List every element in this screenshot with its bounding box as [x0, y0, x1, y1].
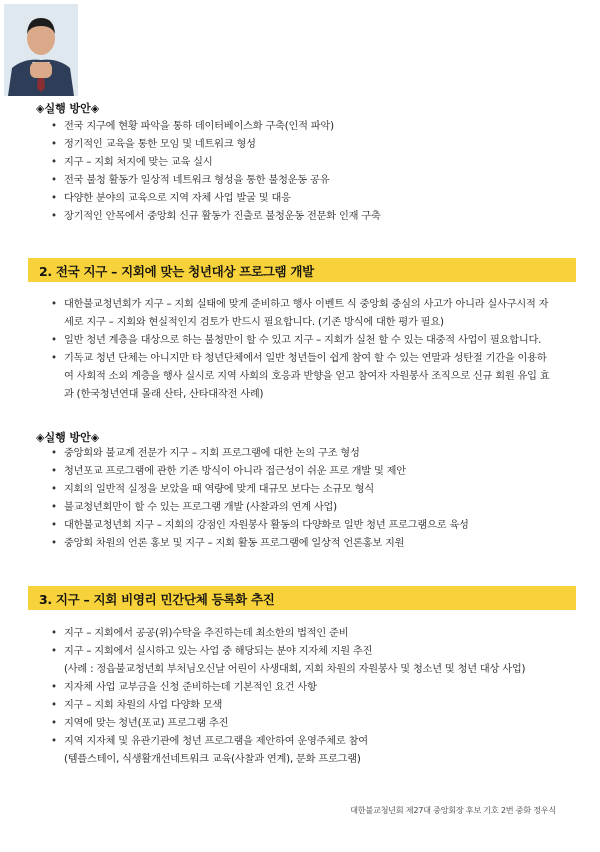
section1-subhead: ◈실행 방안◈ [36, 102, 100, 115]
list-item: • 지회의 일반적 실정을 보았을 때 역량에 맞게 대규모 보다는 소규모 형식 [0, 481, 600, 499]
list-item-line: • 대한불교청년회가 지구 – 지회 실태에 맞게 준비하고 행사 이벤트 식 중앙회 중심의 사고가 아니라 실사구시적 자 [64, 299, 549, 310]
section2-list [0, 296, 600, 404]
list-item [0, 679, 600, 697]
list-item [0, 643, 600, 679]
list-item: • 불교청년회만이 할 수 있는 프로그램 개발 (사찰과의 연계 사업) [0, 499, 600, 517]
list-item-line: • 지구 – 지회에서 공공(위)수탁을 추진하는데 최소한의 법적인 준비 [64, 628, 349, 639]
list-item [0, 715, 600, 733]
list-item-line: • 지구 – 지회에서 실시하고 있는 사업 중 해당되는 분야 지자체 지원 추진 [64, 646, 373, 657]
section2-actions [0, 445, 600, 553]
section2-title-bar [28, 258, 576, 282]
list-item-line: • 지자체 사업 교부금을 신청 준비하는데 기본적인 요건 사항 [64, 682, 317, 693]
list-item [0, 332, 600, 350]
list-item-line: (템플스테이, 식생활개선네트워크 교육(사찰과 연계), 문화 프로그램) [64, 754, 361, 765]
list-item [0, 296, 600, 332]
list-item: • 장기적인 안목에서 중앙회 신규 활동가 진출로 불청운동 전문화 인재 구축 [0, 208, 600, 226]
list-item: • 정기적인 교육을 통한 모임 및 네트워크 형성 [0, 136, 600, 154]
list-item: • 중앙회와 불교계 전문가 지구 – 지회 프로그램에 대한 논의 구조 형성 [0, 445, 600, 463]
list-item-line: 세로 지구 – 지회와 현실적인지 검토가 반드시 필요합니다. (기존 방식에 대한 평가 필요) [64, 317, 444, 328]
list-item: • 전국 불청 활동가 일상적 네트워크 형성을 통한 불청운동 공유 [0, 172, 600, 190]
list-item-line: • 일반 청년 계층을 대상으로 하는 불청만이 할 수 있고 지구 – 지회가 실천 할 수 있는 대중적 사업이 필요합니다. [64, 335, 542, 346]
footer-caption: 대한불교청년회 제27대 중앙회장 후보 기호 2번 중화 정우식 [350, 805, 556, 815]
list-item [0, 697, 600, 715]
list-item: • 청년포교 프로그램에 관한 기존 방식이 아니라 접근성이 쉬운 프로 개발 및 제안 [0, 463, 600, 481]
section3-title: 3. 지구 – 지회 비영리 민간단체 등록화 추진 [39, 592, 275, 607]
list-item [0, 733, 600, 769]
list-item [0, 350, 600, 404]
list-item: • 대한불교청년회 지구 – 지회의 강점인 자원봉사 활동의 다양화로 일반 청년 프로그램으로 육성 [0, 517, 600, 535]
list-item: • 전국 지구에 현황 파악을 통하 데이터베이스화 구축(인적 파악) [0, 118, 600, 136]
list-item-line: (사례 : 정읍불교청년회 부처님오신날 어린이 사생대회, 지회 차원의 자원봉사 및 청소년 및 청년 대상 사업) [64, 664, 526, 675]
list-item-line: • 지구 – 지회 차원의 사업 다양화 모색 [64, 700, 223, 711]
list-item-line: • 지역에 맞는 청년(포교) 프로그램 추진 [64, 718, 229, 729]
list-item-line: 과 (한국청년연대 몰래 산타, 산타대작전 사례) [64, 389, 264, 400]
section2-title: 2. 전국 지구 – 지회에 맞는 청년대상 프로그램 개발 [39, 264, 314, 279]
list-item-line: 여 사회적 소외 계층을 행사 실시로 지역 사회의 호응과 반향을 얻고 참여자 자원봉사 조직으로 신규 회원 유입 효 [64, 371, 550, 382]
section3-title-bar [28, 586, 576, 610]
section2-subhead: ◈실행 방안◈ [36, 431, 100, 444]
section3-list [0, 625, 600, 769]
list-item: • 중앙회 차원의 언론 홍보 및 지구 – 지회 활동 프로그램에 일상적 언론홍보 지원 [0, 535, 600, 553]
list-item [0, 625, 600, 643]
list-item-line: • 기독교 청년 단체는 아니지만 타 청년단체에서 일반 청년들이 쉽게 참여 할 수 있는 연말과 성탄절 기간을 이용하 [64, 353, 547, 364]
list-item: • 지구 – 지회 처지에 맞는 교육 실시 [0, 154, 600, 172]
candidate-portrait [4, 4, 78, 96]
portrait-image [4, 4, 78, 96]
list-item-line: • 지역 지자체 및 유관기관에 청년 프로그램을 제안하여 운영주체로 참여 [64, 736, 368, 747]
section1-list [0, 118, 600, 226]
list-item: • 다양한 분야의 교육으로 지역 자체 사업 발굴 및 대응 [0, 190, 600, 208]
